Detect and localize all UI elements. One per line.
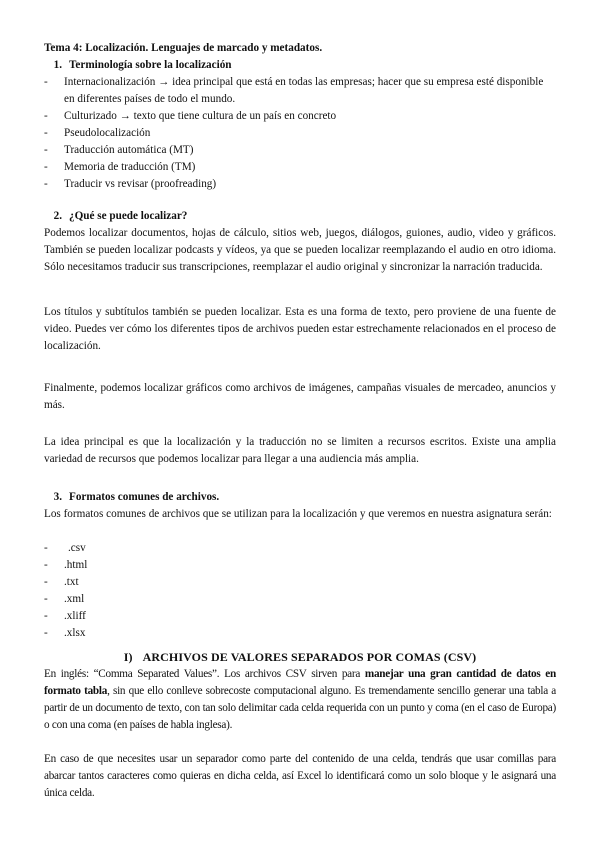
- section-3-number: 3.: [53, 491, 62, 503]
- section-2-heading: [44, 208, 556, 225]
- section-3-heading: [44, 489, 556, 506]
- section-2-title: ¿Qué se puede localizar?: [69, 210, 188, 222]
- list-item: - .xliff: [44, 610, 86, 622]
- section-1-heading: [44, 57, 556, 74]
- list-item: - Internacionalización → idea principal que está en todas las empresas; hacer que su empresa esté disponible en diferentes países de todo el mundo.: [44, 76, 544, 105]
- list-item: - .xml: [44, 593, 85, 605]
- bold-phrase: manejar una gran cantidad de datos en formato tabla: [44, 668, 556, 697]
- csv-heading: [44, 649, 556, 666]
- paragraph: Los títulos y subtítulos también se pueden localizar. Esta es una forma de texto, pero proviene de una fuente de video. Puedes ver cómo los diferentes tipos de archivos pueden estar estrechamente relacionados en el proceso de localización.: [44, 306, 556, 352]
- list-item: - Culturizado → texto que tiene cultura de un país en concreto: [44, 110, 337, 122]
- csv-paragraph: En inglés: “Comma Separated Values”. Los archivos CSV sirven para manejar una gran cantidad de datos en formato tabla, sin que ello conlleve sobrecoste computacional alguno. Es tremendamente sencillo generar una tabla a partir de un documento de texto, con tan solo delimitar cada celda requerida con un punto y coma (en el caso de Europa) o con una coma (en países de habla inglesa).: [44, 668, 556, 731]
- file-formats-list: [44, 540, 556, 642]
- list-item: - .txt: [44, 576, 79, 588]
- list-item: - .xlsx: [44, 627, 86, 639]
- paragraph: Podemos localizar documentos, hojas de cálculo, sitios web, juegos, diálogos, guiones, audio, video y gráficos. También se pueden localizar podcasts y vídeos, ya que se pueden localizar reemplazando el audio en otro idioma. Sólo necesitamos traducir sus transcripciones, reemplazar el audio original y sincronizar la narración traducida.: [44, 227, 556, 273]
- section-1-number: 1.: [53, 59, 62, 71]
- paragraph: Los formatos comunes de archivos que se utilizan para la localización y que veremos en nuestra asignatura serán:: [44, 508, 552, 520]
- list-item: - .html: [44, 559, 88, 571]
- list-item: - Memoria de traducción (TM): [44, 161, 196, 173]
- section-1-title: Terminología sobre la localización: [69, 59, 232, 71]
- csv-section-number: I): [123, 650, 133, 664]
- section-2-number: 2.: [53, 210, 62, 222]
- terminology-list: [44, 74, 556, 193]
- csv-paragraph: En caso de que necesites usar un separador como parte del contenido de una celda, tendrás que usar comillas para abarcar tantos caracteres como quieras en dicha celda, así Excel lo identificará como un solo bloque y le asignará una única celda.: [44, 753, 556, 799]
- csv-section-title: ARCHIVOS DE VALORES SEPARADOS POR COMAS (CSV): [142, 650, 477, 664]
- section-3-title: Formatos comunes de archivos.: [69, 491, 220, 503]
- list-item: - Traducir vs revisar (proofreading): [44, 178, 217, 190]
- list-item: - .csv: [44, 542, 86, 554]
- paragraph: La idea principal es que la localización y la traducción no se limiten a recursos escritos. Existe una amplia variedad de recursos que podemos localizar para llegar a una audiencia más amplia.: [44, 436, 556, 465]
- list-item: - Traducción automática (MT): [44, 144, 194, 156]
- document-title: Tema 4: Localización. Lenguajes de marcado y metadatos.: [44, 42, 323, 54]
- list-item: - Pseudolocalización: [44, 127, 151, 139]
- paragraph: Finalmente, podemos localizar gráficos como archivos de imágenes, campañas visuales de mercadeo, anuncios y más.: [44, 382, 556, 411]
